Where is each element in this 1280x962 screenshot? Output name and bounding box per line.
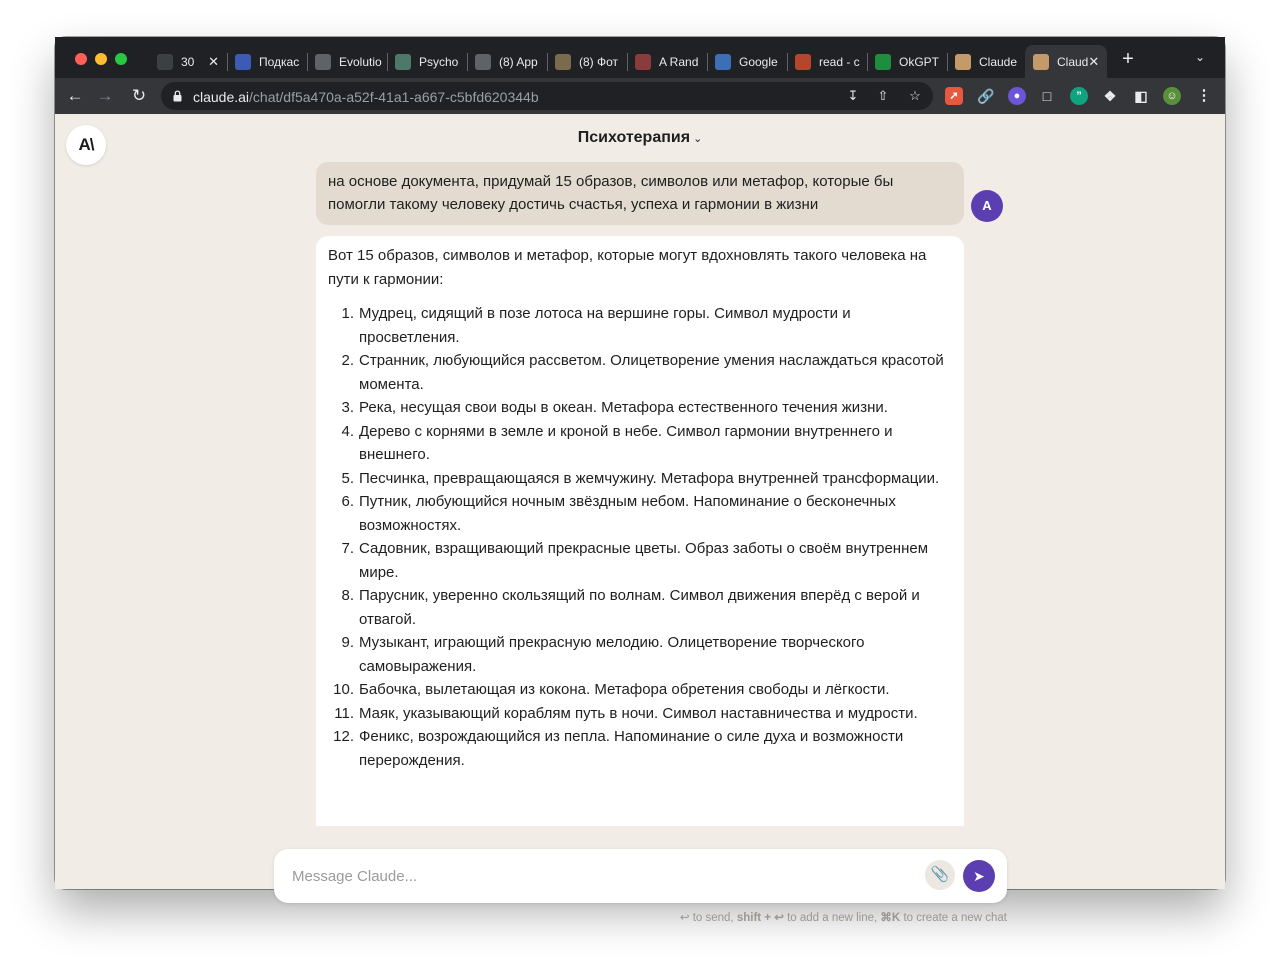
docs-icon: [715, 54, 731, 70]
list-item-text: Маяк, указывающий кораблям путь в ночи. Символ наставничества и мудрости.: [359, 704, 918, 722]
list-item-text: Музыкант, играющий прекрасную мелодию. Олицетворение творческого самовыражения.: [359, 634, 865, 675]
list-item-number: 8.: [341, 587, 354, 604]
chat-title-dropdown[interactable]: [55, 129, 1225, 147]
anthropic-logo[interactable]: A\: [66, 125, 106, 165]
list-item-text: Садовник, взращивающий прекрасные цветы. Образ заботы о своём внутреннем мире.: [359, 540, 929, 581]
close-tab-icon[interactable]: ✕: [1088, 53, 1100, 69]
chevron-down-icon: ⌄: [693, 133, 703, 145]
extension-quote-icon[interactable]: ”: [1070, 87, 1088, 105]
back-arrow-icon[interactable]: ←: [66, 86, 84, 105]
list-item: [328, 490, 952, 537]
list-item: [328, 631, 952, 678]
notion-icon: [475, 54, 491, 70]
list-item: [328, 396, 952, 420]
lock-icon: [173, 90, 182, 102]
anthropic-icon: [955, 54, 971, 70]
browser-tab[interactable]: [627, 45, 707, 78]
browser-tab[interactable]: [787, 45, 867, 78]
message-input[interactable]: [292, 864, 912, 888]
send-button[interactable]: ➤: [963, 860, 995, 892]
list-item-text: Песчинка, превращающаяся в жемчужину. Метафора внутренней трансформации.: [359, 469, 940, 487]
tab-label: A Rand: [659, 54, 699, 69]
list-item-number: 5.: [341, 469, 354, 487]
list-item-number: 4.: [341, 422, 354, 440]
reload-icon[interactable]: ↻: [131, 86, 147, 105]
browser-tab[interactable]: [867, 45, 947, 78]
assistant-list: [328, 302, 952, 772]
list-item-number: 7.: [341, 540, 354, 557]
tab-label: 30: [181, 54, 195, 69]
close-window-button[interactable]: [75, 53, 87, 65]
assistant-message: [316, 236, 964, 826]
url-text: claude.ai/chat/df5a470a-a52f-41a1-a667-c5bfd620344b: [193, 89, 539, 105]
browser-tab[interactable]: [227, 45, 307, 78]
list-item-number: 12.: [333, 728, 354, 745]
list-item: [328, 702, 952, 726]
tab-strip: [55, 37, 1225, 78]
tab-label: Подкас: [259, 54, 300, 69]
browser-window: [55, 37, 1225, 924]
tab-label: Google: [739, 54, 778, 69]
list-item: [328, 420, 952, 467]
tab-label: (8) Фот: [579, 54, 619, 69]
list-item: [328, 467, 952, 491]
extension-rocket-icon[interactable]: ➚: [945, 87, 963, 105]
list-item-text: Бабочка, вылетающая из кокона. Метафора обретения свободы и лёгкости.: [359, 681, 890, 698]
keyboard-hint: ↩ to send, shift + ↩ to add a new line, ⌘K to create a new chat: [679, 912, 1007, 924]
minimize-window-button[interactable]: [95, 53, 107, 65]
browser-tab[interactable]: [547, 45, 627, 78]
list-item: [328, 725, 952, 772]
chatgpt-icon: [395, 54, 411, 70]
extension-bot-icon[interactable]: ●: [1008, 87, 1026, 105]
address-bar[interactable]: [161, 82, 933, 110]
anthropic-icon: [1033, 54, 1049, 70]
browser-tab[interactable]: [947, 45, 1025, 78]
share-icon[interactable]: ⇧: [877, 88, 889, 103]
list-item-text: Мудрец, сидящий в позе лотоса на вершине горы. Символ мудрости и просветления.: [359, 305, 851, 346]
list-item: [328, 584, 952, 631]
list-item-text: Парусник, уверенно скользящий по волнам. Символ движения вперёд с верой и отвагой.: [359, 587, 920, 628]
list-item-text: Странник, любующийся рассветом. Олицетворение умения наслаждаться красотой момента.: [359, 352, 944, 393]
t-icon: [315, 54, 331, 70]
list-item-text: Река, несущая свои воды в океан. Метафора естественного течения жизни.: [359, 399, 888, 416]
list-item-text: Путник, любующийся ночным звёздным небом. Напоминание о бесконечных возможностях.: [359, 493, 896, 534]
image-icon: [635, 54, 651, 70]
list-item: [328, 537, 952, 584]
user-message: на основе документа, придумай 15 образов, символов или метафор, которые бы помогли такому человеку достичь счастья, успеха и гармонии в жизни: [316, 162, 964, 225]
side-panel-icon[interactable]: ◧: [1134, 88, 1148, 104]
extensions-puzzle-icon[interactable]: ❖: [1103, 88, 1117, 104]
tab-label: Evolutio: [339, 54, 382, 69]
profile-avatar[interactable]: ☺: [1163, 87, 1181, 105]
plus-icon: [875, 54, 891, 70]
tab-label: Psycho: [419, 54, 459, 69]
browser-tab[interactable]: [467, 45, 547, 78]
list-item: [328, 349, 952, 396]
tab-label: Claud: [1057, 54, 1089, 69]
browser-menu-icon[interactable]: ⋮: [1196, 87, 1212, 104]
browser-tab[interactable]: [1025, 45, 1107, 78]
forward-arrow-icon[interactable]: →: [96, 86, 114, 105]
browser-tab[interactable]: [307, 45, 387, 78]
check-icon: [157, 54, 173, 70]
install-app-icon[interactable]: ↧: [847, 88, 859, 103]
list-item-number: 3.: [341, 399, 354, 416]
tab-label: read - c: [819, 54, 860, 69]
extension-crop-icon[interactable]: □: [1042, 88, 1052, 104]
tab-search-chevron-icon[interactable]: ⌄: [1195, 50, 1206, 64]
uv-icon: [235, 54, 251, 70]
list-item-number: 11.: [334, 704, 354, 722]
list-item-number: 1.: [341, 305, 354, 322]
paperclip-icon[interactable]: 📎: [925, 860, 955, 890]
extension-link-icon[interactable]: 🔗: [977, 88, 995, 104]
list-item-number: 9.: [341, 634, 354, 651]
list-item-number: 2.: [341, 352, 354, 369]
tab-label: Claude: [979, 54, 1018, 69]
maximize-window-button[interactable]: [115, 53, 127, 65]
chat-title: Психотерапия: [577, 129, 691, 146]
bookmark-star-icon[interactable]: ☆: [909, 88, 921, 103]
list-item: [328, 678, 952, 702]
list-item-number: 6.: [341, 493, 354, 510]
app-icon: [555, 54, 571, 70]
browser-toolbar: [55, 78, 1225, 114]
list-item: [328, 302, 952, 349]
browser-tab[interactable]: [387, 45, 467, 78]
user-avatar: A: [971, 190, 1003, 222]
tab-label: OkGPT: [899, 54, 940, 69]
gmail-icon: [795, 54, 811, 70]
message-composer: [274, 849, 1007, 903]
close-tab-icon[interactable]: ✕: [208, 53, 219, 69]
list-item-number: 10.: [333, 681, 354, 698]
assistant-intro: Вот 15 образов, символов и метафор, которые могут вдохновлять такого человека на пути к гармонии:: [328, 247, 927, 288]
claude-chat-page: [55, 114, 1225, 924]
list-item-text: Феникс, возрождающийся из пепла. Напоминание о силе духа и возможности перерождения.: [359, 728, 904, 769]
browser-tab[interactable]: [149, 45, 227, 78]
browser-tab[interactable]: [707, 45, 787, 78]
tab-label: (8) App: [499, 54, 538, 69]
list-item-text: Дерево с корнями в земле и кроной в небе. Символ гармонии внутреннего и внешнего.: [359, 422, 893, 463]
new-tab-button[interactable]: +: [1122, 48, 1134, 70]
